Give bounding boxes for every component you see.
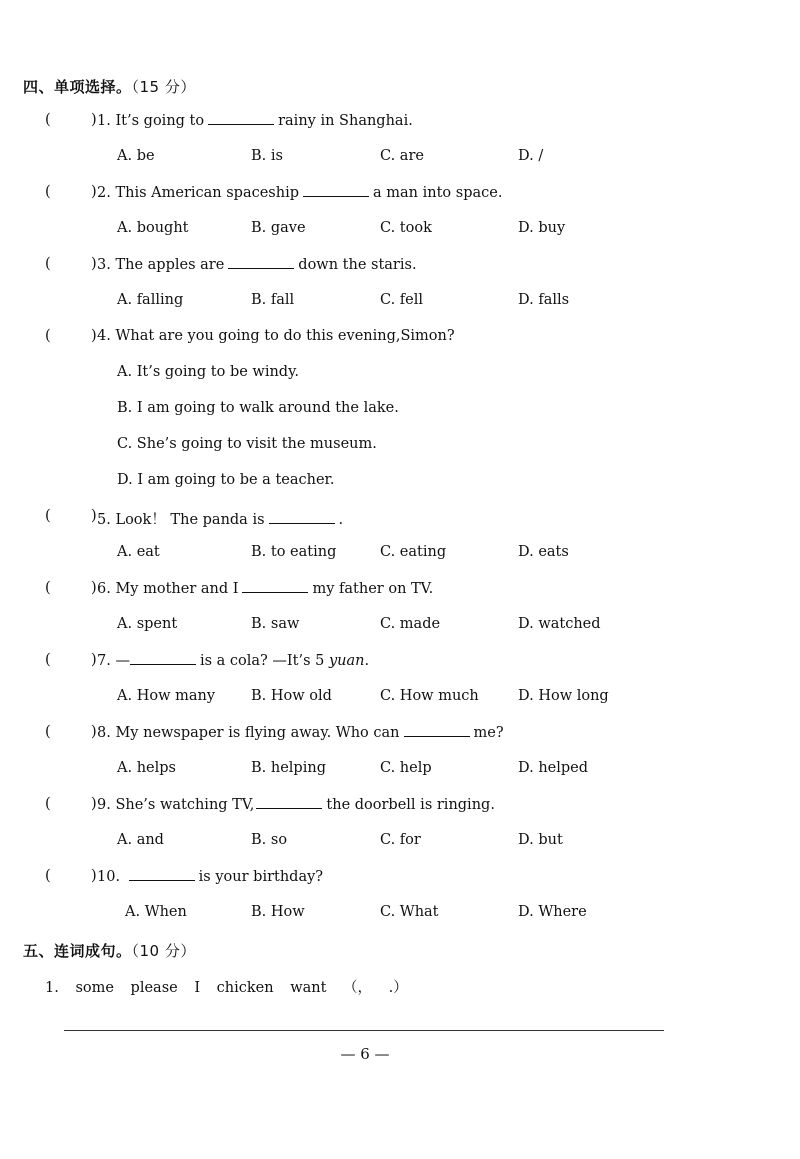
question-4-stem: 4. What are you going to do this evening,Simon?	[97, 328, 455, 344]
option-c[interactable]: C. made	[380, 616, 441, 632]
question-2-stem: 2. This American spaceship a man into space.	[97, 185, 503, 201]
answer-slot-7[interactable]: )	[91, 652, 97, 668]
fill-blank[interactable]	[303, 184, 369, 197]
option-a[interactable]: A. How many	[117, 688, 216, 704]
section-five-score: （10 分）	[131, 942, 196, 960]
option-a[interactable]: A. bought	[117, 220, 189, 236]
option-d[interactable]: D. watched	[518, 616, 601, 632]
fill-blank[interactable]	[208, 112, 274, 125]
question-1: ( ) 1. It’s going to rainy in Shanghai.	[45, 112, 413, 129]
word-order-item-1: 1. some please I chicken want （， .）	[45, 980, 408, 996]
fill-blank[interactable]	[404, 724, 470, 737]
option-d[interactable]: D. How long	[518, 688, 609, 704]
question-6: ( ) 6. My mother and I my father on TV.	[45, 580, 434, 597]
option-c[interactable]: C. took	[380, 220, 432, 236]
option-c[interactable]: C. help	[380, 760, 432, 776]
question-5: ( ) 5. Look！ The panda is .	[45, 508, 344, 528]
question-10: ( ) 10. is your birthday?	[45, 868, 324, 885]
question-3-stem: 3. The apples are down the staris.	[97, 257, 417, 273]
option-b[interactable]: B. fall	[251, 292, 295, 308]
question-8: ( ) 8. My newspaper is flying away. Who can me?	[45, 724, 504, 741]
section-four-heading: 四、单项选择。	[23, 78, 132, 96]
answer-slot-2[interactable]: )	[91, 184, 97, 200]
answer-slot-1[interactable]: )	[91, 112, 97, 128]
option-b[interactable]: B. saw	[251, 616, 300, 632]
option-c[interactable]: C. eating	[380, 544, 447, 560]
fill-blank[interactable]	[228, 256, 294, 269]
option-b[interactable]: B. How old	[251, 688, 332, 704]
answer-slot-10[interactable]: )	[91, 868, 97, 884]
option-d[interactable]: D. eats	[518, 544, 569, 560]
question-4: ( ) 4. What are you going to do this evening,Simon?	[45, 328, 455, 344]
option-d[interactable]: D. falls	[518, 292, 570, 308]
section-five-title	[23, 940, 196, 961]
section-five-heading: 五、连词成句。	[23, 942, 132, 960]
option-a[interactable]: A. be	[117, 148, 155, 164]
option-c[interactable]: C. What	[380, 904, 439, 920]
option-b[interactable]: B. so	[251, 832, 288, 848]
option-a[interactable]: A. When	[125, 904, 187, 920]
option-b[interactable]: B. is	[251, 148, 283, 164]
section-four-score: （15 分）	[131, 78, 196, 96]
option-b[interactable]: B. I am going to walk around the lake.	[117, 400, 399, 416]
answer-slot-5[interactable]: )	[91, 508, 97, 524]
fill-blank[interactable]	[130, 652, 196, 665]
option-a[interactable]: A. and	[117, 832, 164, 848]
question-7: ( ) 7. — is a cola? —It’s 5 yuan.	[45, 652, 370, 669]
option-b[interactable]: B. How	[251, 904, 305, 920]
option-d[interactable]: D. /	[518, 148, 544, 164]
option-a[interactable]: A. falling	[117, 292, 184, 308]
option-d[interactable]: D. I am going to be a teacher.	[117, 472, 335, 488]
question-6-stem: 6. My mother and I my father on TV.	[97, 581, 434, 597]
question-8-stem: 8. My newspaper is flying away. Who can me?	[97, 725, 504, 741]
option-d[interactable]: D. but	[518, 832, 563, 848]
option-b[interactable]: B. to eating	[251, 544, 337, 560]
fill-blank[interactable]	[269, 511, 335, 524]
question-7-stem: 7. — is a cola? —It’s 5 yuan.	[97, 653, 370, 669]
option-a[interactable]: A. It’s going to be windy.	[117, 364, 299, 380]
option-b[interactable]: B. helping	[251, 760, 326, 776]
option-c[interactable]: C. are	[380, 148, 424, 164]
option-c[interactable]: C. She’s going to visit the museum.	[117, 436, 377, 452]
answer-slot-9[interactable]: )	[91, 796, 97, 812]
option-a[interactable]: A. eat	[117, 544, 160, 560]
option-d[interactable]: D. Where	[518, 904, 587, 920]
question-9-stem: 9. She’s watching TV, the doorbell is ringing.	[97, 797, 495, 813]
answer-slot-8[interactable]: )	[91, 724, 97, 740]
option-d[interactable]: D. helped	[518, 760, 589, 776]
answer-slot-6[interactable]: )	[91, 580, 97, 596]
question-10-stem: 10. is your birthday?	[97, 869, 324, 885]
question-2: ( ) 2. This American spaceship a man into space.	[45, 184, 503, 201]
option-c[interactable]: C. for	[380, 832, 421, 848]
question-1-stem: 1. It’s going to rainy in Shanghai.	[97, 113, 413, 129]
answer-slot-3[interactable]: )	[91, 256, 97, 272]
question-3: ( ) 3. The apples are down the staris.	[45, 256, 417, 273]
answer-slot-4[interactable]: )	[91, 328, 97, 344]
fill-blank[interactable]	[242, 580, 308, 593]
option-c[interactable]: C. How much	[380, 688, 479, 704]
section-four-title	[23, 76, 196, 97]
page-number: — 6 —	[340, 1045, 390, 1063]
footer-divider	[64, 1030, 664, 1031]
option-c[interactable]: C. fell	[380, 292, 424, 308]
fill-blank[interactable]	[256, 796, 322, 809]
option-a[interactable]: A. spent	[117, 616, 178, 632]
question-9: ( ) 9. She’s watching TV, the doorbell is ringing.	[45, 796, 495, 813]
fill-blank[interactable]	[129, 868, 195, 881]
option-b[interactable]: B. gave	[251, 220, 306, 236]
option-d[interactable]: D. buy	[518, 220, 566, 236]
question-5-stem: 5. Look！ The panda is .	[97, 512, 344, 528]
option-a[interactable]: A. helps	[117, 760, 176, 776]
